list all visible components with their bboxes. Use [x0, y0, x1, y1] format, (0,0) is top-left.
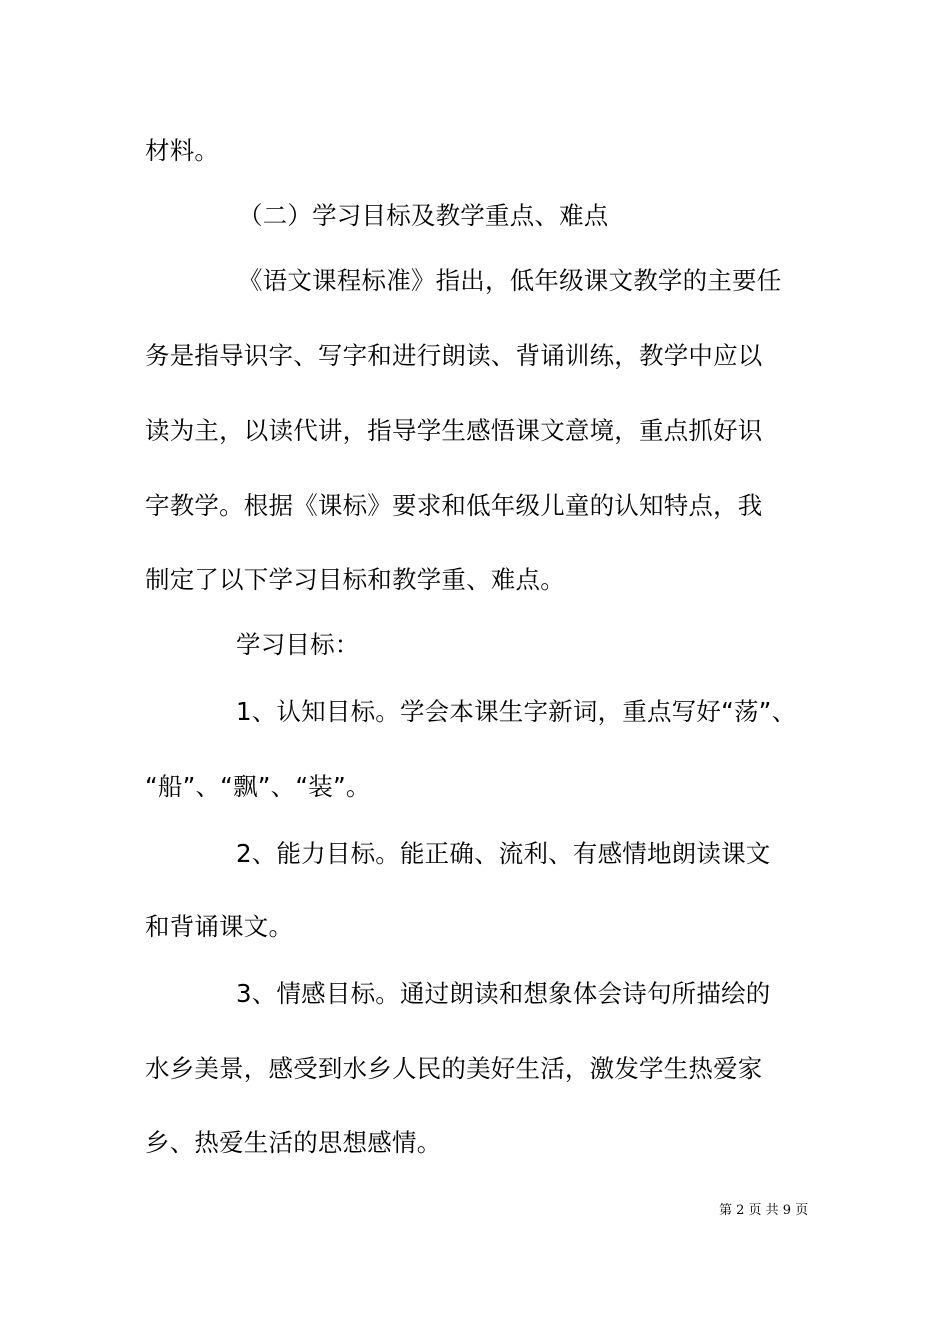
body-text-line: 字教学。根据《课标》要求和低年级儿童的认知特点，我 [145, 491, 763, 520]
subheading-learning-goals: 学习目标： [236, 630, 360, 659]
body-text-line: 务是指导识字、写字和进行朗读、背诵训练，教学中应以 [145, 341, 763, 370]
list-item-goal-2: 2、能力目标。能正确、流利、有感情地朗读课文 [236, 839, 771, 868]
body-text-line: 水乡美景，感受到水乡人民的美好生活，激发学生热爱家 [145, 1054, 763, 1083]
body-text-line: 《语文课程标准》指出，低年级课文教学的主要任 [238, 266, 782, 295]
body-text-line: 乡、热爱生活的思想感情。 [145, 1128, 442, 1157]
body-text-line: 制定了以下学习目标和教学重、难点。 [145, 565, 565, 594]
list-item-goal-3: 3、情感目标。通过朗读和想象体会诗句所描绘的 [236, 979, 771, 1008]
page-number-footer: 第 2 页 共 9 页 [719, 1203, 809, 1218]
body-text-line: “船”、“飘”、“装”。 [145, 772, 371, 801]
body-text-line: 和背诵课文。 [145, 912, 294, 941]
body-text-line: 读为主，以读代讲，指导学生感悟课文意境，重点抓好识 [145, 416, 763, 445]
section-heading: （二）学习目标及教学重点、难点 [238, 201, 609, 230]
list-item-goal-1: 1、认知目标。学会本课生字新词，重点写好“荡”、 [236, 697, 797, 726]
body-text-line: 材料。 [145, 136, 220, 165]
